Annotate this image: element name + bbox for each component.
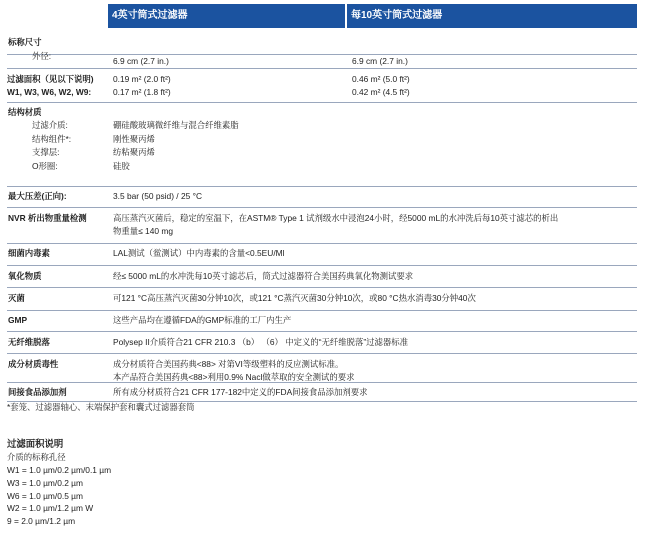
row-label: 灭菌 bbox=[8, 293, 25, 303]
area-value: 0.19 m² (2.0 ft²) bbox=[113, 74, 171, 84]
header-4in-cartridge: 4英寸筒式过滤器 bbox=[108, 4, 345, 28]
notes-line: W6 = 1.0 µm/0.5 µm bbox=[7, 490, 83, 501]
material-item bbox=[7, 119, 637, 132]
cell-area-4in bbox=[108, 73, 345, 100]
row-label: 过滤面积（见以下说明) bbox=[7, 74, 94, 84]
row-indirect-food-additive bbox=[7, 387, 637, 397]
divider bbox=[7, 186, 637, 187]
row-label: NVR 析出物重量检测 bbox=[8, 213, 87, 223]
row-label-codes: W1, W3, W6, W2, W9: bbox=[7, 87, 92, 98]
header-10in-cartridge: 每10英寸筒式过滤器 bbox=[347, 4, 637, 28]
material-name: O形圈: bbox=[32, 160, 58, 171]
row-value: 3.5 bar (50 psid) / 25 °C bbox=[113, 191, 203, 201]
spec-table bbox=[7, 4, 637, 397]
cell-size-4in: 6.9 cm (2.7 in.) bbox=[113, 56, 169, 66]
row-filtration-area-label bbox=[7, 73, 107, 100]
material-item bbox=[7, 160, 637, 173]
row-value: 成分材质符合美国药典<88> 对第VI等级塑料的反应测试标准。 bbox=[113, 359, 344, 369]
area-value: 0.42 m² (4.5 ft²) bbox=[352, 87, 410, 98]
row-gmp bbox=[7, 315, 637, 325]
notes-title: 过滤面积说明 bbox=[7, 438, 64, 449]
notes-line: 9 = 2.0 µm/1.2 µm bbox=[7, 516, 76, 527]
row-endotoxin bbox=[7, 248, 637, 258]
row-sub-label: 外径: bbox=[32, 51, 52, 62]
cell-size-10in: 6.9 cm (2.7 in.) bbox=[352, 56, 408, 66]
row-label: 最大压差(正向): bbox=[8, 191, 67, 201]
row-value: LAL测试（鲎测试）中内毒素的含量<0.5EU/Ml bbox=[113, 248, 285, 258]
material-value: 硼硅酸玻璃微纤维与混合纤维素脂 bbox=[113, 120, 239, 131]
divider bbox=[7, 207, 637, 208]
divider bbox=[7, 243, 637, 244]
row-label: 标称尺寸 bbox=[8, 37, 42, 47]
notes-subtitle: 介质的标称孔径 bbox=[7, 452, 66, 463]
row-sterilization bbox=[7, 293, 637, 303]
material-item bbox=[7, 133, 637, 146]
row-value: 这些产品均在遵循FDA的GMP标准的工厂内生产 bbox=[113, 315, 292, 325]
divider bbox=[7, 265, 637, 266]
row-oxidizable bbox=[7, 271, 637, 281]
divider bbox=[7, 287, 637, 288]
material-name: 结构组件*: bbox=[32, 133, 72, 144]
row-value: Polysep II介质符合21 CFR 210.3 （b） （6） 中定义的“无纤维脱落”过滤器标准 bbox=[113, 337, 409, 347]
material-item bbox=[7, 146, 637, 159]
filtration-area-notes bbox=[7, 437, 111, 528]
row-label: 结构材质 bbox=[8, 107, 42, 117]
notes-line: W1 = 1.0 µm/0.2 µm/0.1 µm bbox=[7, 465, 112, 476]
divider bbox=[7, 353, 637, 354]
footnote: *套笼、过滤器轴心、末端保护套和囊式过滤器套筒 bbox=[7, 402, 195, 412]
divider bbox=[7, 102, 637, 103]
divider bbox=[7, 331, 637, 332]
row-value: 物重量≤ 140 mg bbox=[113, 226, 173, 237]
material-name: 过滤介质: bbox=[32, 120, 68, 131]
row-label: 氧化物质 bbox=[8, 271, 42, 281]
row-value: 高压蒸汽灭菌后，稳定的室温下，在ASTM® Type 1 试剂级水中浸泡24小时，经5000 mL的水冲洗后每10英寸滤芯的析出 bbox=[113, 213, 559, 223]
divider bbox=[7, 382, 637, 383]
notes-line: W2 = 1.0 µm/1.2 µm W bbox=[7, 503, 94, 514]
row-nvr bbox=[7, 212, 637, 238]
table-header bbox=[7, 4, 637, 28]
row-label: 间接食品添加剂 bbox=[8, 387, 67, 397]
row-fiber-release bbox=[7, 337, 637, 347]
row-value: 经≤ 5000 mL的水冲洗每10英寸滤芯后，筒式过滤器符合美国药典氧化物测试要求 bbox=[113, 271, 414, 281]
notes-line: W3 = 1.0 µm/0.2 µm bbox=[7, 477, 83, 488]
header-blank-cell bbox=[7, 4, 107, 28]
row-value: 本产品符合美国药典<88>利用0.9% Nacl做萃取的安全测试的要求 bbox=[113, 372, 355, 383]
material-value: 硅胶 bbox=[113, 160, 130, 171]
material-name: 支撑层: bbox=[32, 147, 60, 158]
area-value: 0.17 m² (1.8 ft²) bbox=[113, 87, 171, 98]
row-materials bbox=[7, 106, 637, 173]
row-max-pressure bbox=[7, 191, 637, 201]
divider bbox=[7, 68, 637, 69]
cell-area-10in bbox=[347, 73, 637, 100]
row-value: 可121 °C高压蒸汽灭菌30分钟10次，或121 °C蒸汽灭菌30分钟10次，或80 °C热水消毒30分钟40次 bbox=[113, 293, 476, 303]
material-value: 刚性聚丙烯 bbox=[113, 133, 155, 144]
material-value: 纺粘聚丙烯 bbox=[113, 147, 155, 158]
row-value: 所有成分材质符合21 CFR 177-182中定义的FDA间接食品添加剂要求 bbox=[113, 387, 368, 397]
row-label: 成分材质毒性 bbox=[8, 359, 59, 369]
row-label: 细菌内毒素 bbox=[8, 248, 50, 258]
row-toxicity bbox=[7, 358, 637, 385]
divider bbox=[7, 310, 637, 311]
row-label: 无纤维脱落 bbox=[8, 337, 50, 347]
area-value: 0.46 m² (5.0 ft²) bbox=[352, 74, 410, 84]
row-label: GMP bbox=[8, 315, 28, 325]
